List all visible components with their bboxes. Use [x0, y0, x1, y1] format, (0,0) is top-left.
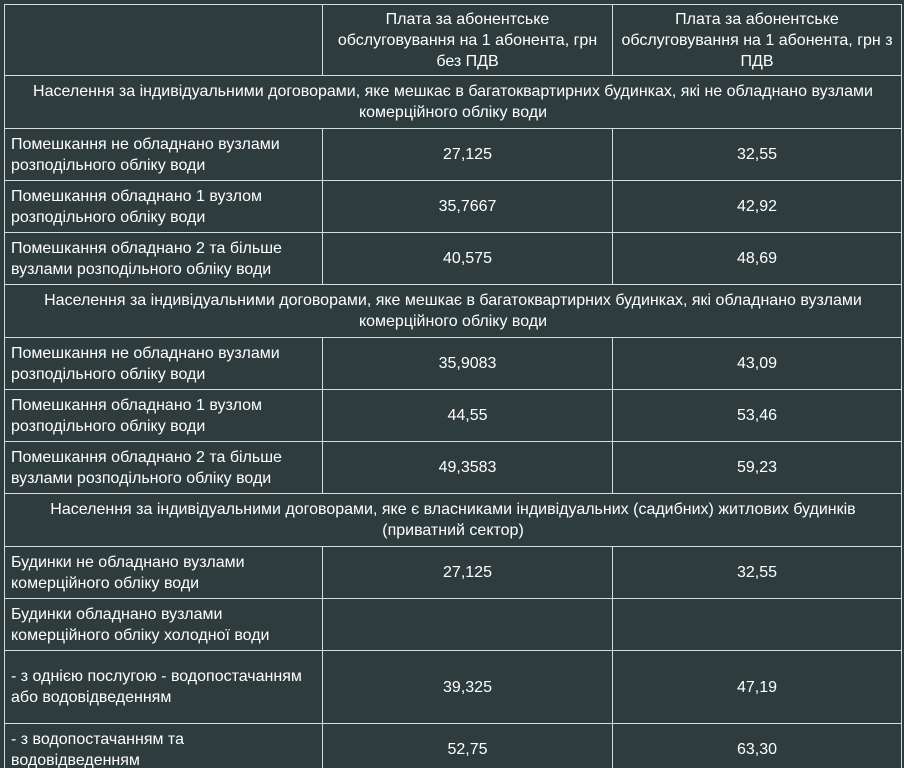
row-label: Будинки обладнано вузлами комерційного обліку холодної води — [5, 599, 323, 651]
value-with-vat: 63,30 — [613, 724, 902, 768]
value-with-vat: 42,92 — [613, 181, 902, 233]
value-without-vat: 27,125 — [323, 547, 613, 599]
row-label: Помешкання не обладнано вузлами розподільного обліку води — [5, 129, 323, 181]
value-with-vat: 59,23 — [613, 442, 902, 494]
table-row — [5, 338, 902, 390]
value-without-vat: 35,7667 — [323, 181, 613, 233]
table-row — [5, 651, 902, 724]
value-with-vat: 47,19 — [613, 651, 902, 724]
value-without-vat: 44,55 — [323, 390, 613, 442]
value-without-vat: 40,575 — [323, 233, 613, 285]
row-label: - з однією послугою - водопостачанням або водовідведенням — [5, 651, 323, 724]
table-row — [5, 442, 902, 494]
header-with-vat: Плата за абонентське обслуговування на 1 абонента, грн з ПДВ — [613, 5, 902, 76]
value-with-vat: 43,09 — [613, 338, 902, 390]
row-label: Помешкання обладнано 1 вузлом розподільного обліку води — [5, 390, 323, 442]
value-with-vat: 32,55 — [613, 547, 902, 599]
table-row — [5, 390, 902, 442]
header-empty-cell — [5, 5, 323, 76]
value-without-vat — [323, 599, 613, 651]
row-label: Помешкання обладнано 1 вузлом розподільного обліку води — [5, 181, 323, 233]
value-without-vat: 35,9083 — [323, 338, 613, 390]
section-header-row — [5, 285, 902, 338]
table-row — [5, 129, 902, 181]
table-row — [5, 547, 902, 599]
section-header-row — [5, 76, 902, 129]
value-without-vat: 39,325 — [323, 651, 613, 724]
section-title: Населення за індивідуальними договорами, яке мешкає в багатоквартирних будинках, які обладнано вузлами комерційного обліку води — [5, 285, 902, 338]
header-without-vat: Плата за абонентське обслуговування на 1 абонента, грн без ПДВ — [323, 5, 613, 76]
row-label: Помешкання не обладнано вузлами розподільного обліку води — [5, 338, 323, 390]
row-label: Помешкання обладнано 2 та більше вузлами розподільного обліку води — [5, 233, 323, 285]
table-row — [5, 599, 902, 651]
table-header-row — [5, 5, 902, 76]
value-with-vat — [613, 599, 902, 651]
value-without-vat: 27,125 — [323, 129, 613, 181]
value-without-vat: 49,3583 — [323, 442, 613, 494]
value-with-vat: 53,46 — [613, 390, 902, 442]
table-row — [5, 724, 902, 768]
row-label: - з водопостачанням та водовідведенням — [5, 724, 323, 768]
table-row — [5, 233, 902, 285]
section-header-row — [5, 494, 902, 547]
value-with-vat: 48,69 — [613, 233, 902, 285]
value-without-vat: 52,75 — [323, 724, 613, 768]
row-label: Будинки не обладнано вузлами комерційного обліку води — [5, 547, 323, 599]
value-with-vat: 32,55 — [613, 129, 902, 181]
row-label: Помешкання обладнано 2 та більше вузлами розподільного обліку води — [5, 442, 323, 494]
table-row — [5, 181, 902, 233]
section-title: Населення за індивідуальними договорами, яке є власниками індивідуальних (садибних) житлових будинків (приватний сектор) — [5, 494, 902, 547]
section-title: Населення за індивідуальними договорами, яке мешкає в багатоквартирних будинках, які не обладнано вузлами комерційного обліку води — [5, 76, 902, 129]
tariff-table — [4, 4, 902, 768]
